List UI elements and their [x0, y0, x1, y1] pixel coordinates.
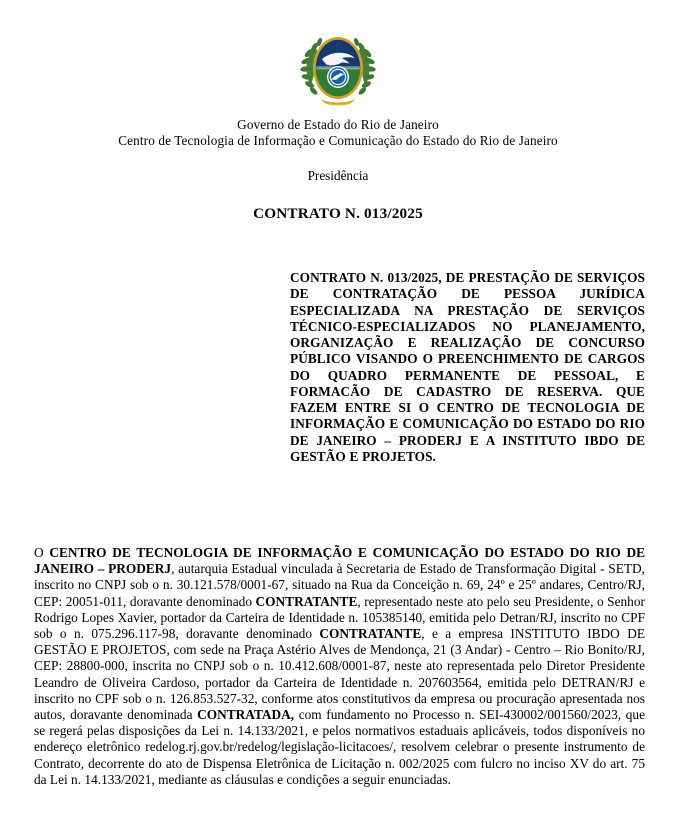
emblem-container: [0, 0, 676, 111]
contratante-label-2: CONTRATANTE: [319, 626, 422, 642]
document-header: [0, 117, 676, 150]
contratada-label: CONTRATADA,: [197, 707, 295, 723]
body-text-representative: , representado neste ato pelo seu Presidente, o Senhor Rodrigo Lopes Xavier, portador da Carteira de Identidade n. 105385140, emitida pelo Detran/RJ, inscrito no CPF sob o n. 075.296.117-98, doravante denominado: [34, 593, 645, 642]
department-label: Presidência: [307, 167, 369, 183]
body-text-contratada-details: , e a empresa INSTITUTO IBDO DE GESTÃO E PROJETOS, com sede na Praça Astério Alves de Mendonça, 21 (3 Andar) - Centro – Rio Bonito/RJ, CEP: 28800-000, inscrita no CNPJ sob o n. 10.412.608/0001-87, neste ato representada pelo Diretor Presidente Leandro de Oliveira Cardoso, portador da Carteira de Identidade n. 207603564, emitida pelo DETRAN/RJ e inscrito no CPF sob o n. 126.853.527-32, conforme atos constitutivos da empresa ou procuração apresentada nos autos, doravante denominada: [34, 626, 645, 723]
body-text-legal-basis: com fundamento no Processo n. SEI-430002/001560/2023, que se regerá pelas disposições da Lei n. 14.133/2021, e pelos normativos estaduais aplicáveis, todos disponíveis no endereço eletrônico redelog.rj.gov.br/redelog/legislação-licitacoes/, resolvem celebrar o presente instrumento de Contrato, decorrente do ato de Dispensa Eletrônica de Licitação n. 002/2025 com fulcro no inciso XV do art. 75 da Lei n. 14.133/2021, mediante as cláusulas e condições a seguir enunciadas.: [34, 707, 645, 787]
rio-de-janeiro-coat-of-arms-icon: [295, 33, 381, 111]
body-text-contratante-details: , autarquia Estadual vinculada à Secretaria de Estado de Transformação Digital - SETD, inscrito no CNPJ sob o n. 30.121.578/0001-67, situado na Rua da Conceição n. 69, 24º e 25º andares, Centro/RJ, CEP: 20051-011, doravante denominado: [34, 561, 645, 609]
contract-preamble: CONTRATO N. 013/2025, DE PRESTAÇÃO DE SERVIÇOS DE CONTRATAÇÃO DE PESSOA JURÍDICA ESPECIALIZADA NA PRESTAÇÃO DE SERVIÇOS TÉCNICO-ESPECIALIZADOS NO PLANEJAMENTO, ORGANIZAÇÃO E REALIZAÇÃO DE CONCURSO PÚBLICO VISANDO O PREENCHIMENTO DE CARGOS DO QUADRO PERMANENTE DE PESSOAL, E FORMACÃO DE CADASTRO DE RESERVA. QUE FAZEM ENTRE SI O CENTRO DE TECNOLOGIA DE INFORMAÇÃO E COMUNICAÇÃO DO ESTADO DO RIO DE JANEIRO – PRODERJ E A INSTITUTO IBDO DE GESTÃO E PROJETOS.: [290, 270, 645, 464]
contratante-entity-name: CENTRO DE TECNOLOGIA DE INFORMAÇÃO E COMUNICAÇÃO DO ESTADO DO RIO DE JANEIRO – PRODERJ: [34, 545, 645, 577]
organization-name: Centro de Tecnologia de Informação e Comunicação do Estado do Rio de Janeiro: [118, 133, 558, 149]
contract-body-paragraph: [34, 545, 645, 788]
contratante-label-1: CONTRATANTE: [255, 593, 358, 609]
body-text-intro: O: [34, 545, 50, 560]
government-name: Governo de Estado do Rio de Janeiro: [237, 117, 439, 132]
contract-title: CONTRATO N. 013/2025: [253, 204, 423, 222]
